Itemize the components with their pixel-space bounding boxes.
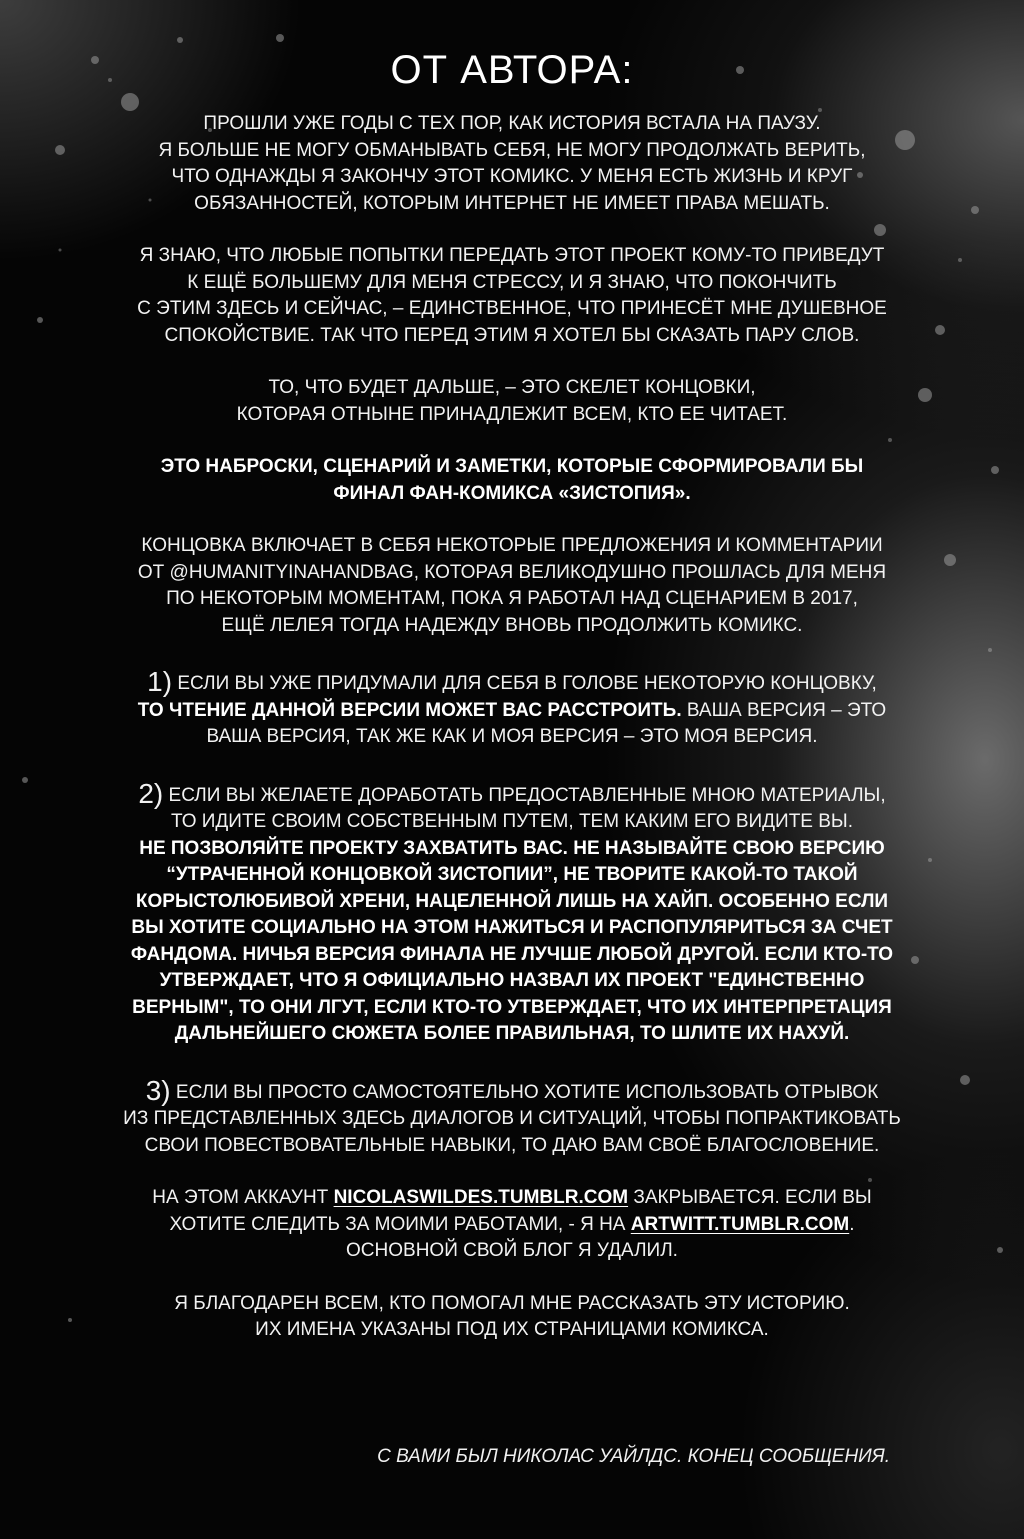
text-line: ИЗ ПРЕДСТАВЛЕННЫХ ЗДЕСЬ ДИАЛОГОВ И СИТУАЦИЙ, ЧТОБЫ ПОПРАКТИКОВАТЬ bbox=[123, 1108, 901, 1129]
text-line: ЕСЛИ ВЫ УЖЕ ПРИДУМАЛИ ДЛЯ СЕБЯ В ГОЛОВЕ НЕКОТОРУЮ КОНЦОВКУ, bbox=[177, 673, 877, 694]
text-line: ЕСЛИ ВЫ ПРОСТО САМОСТОЯТЕЛЬНО ХОТИТЕ ИСПОЛЬЗОВАТЬ ОТРЫВОК bbox=[175, 1081, 879, 1103]
paragraph-sketches bbox=[62, 454, 962, 507]
text-segment: НА ЭТОМ АККАУНТ bbox=[152, 1187, 329, 1208]
bold-text: ТО ЧТЕНИЕ ДАННОЙ ВЕРСИИ МОЖЕТ ВАС РАССТРОИТЬ. bbox=[137, 699, 682, 721]
bold-text-line: ДАЛЬНЕЙШЕГО СЮЖЕТА БОЛЕЕ ПРАВИЛЬНАЯ, ТО ШЛИТЕ ИХ НАХУЙ. bbox=[174, 1023, 850, 1044]
paragraph-skeleton bbox=[62, 375, 962, 428]
text-line: С ЭТИМ ЗДЕСЬ И СЕЙЧАС, – ЕДИНСТВЕННОЕ, ЧТО ПРИНЕСЁТ МНЕ ДУШЕВНОЕ bbox=[137, 298, 887, 319]
text-line: Я ЗНАЮ, ЧТО ЛЮБЫЕ ПОПЫТКИ ПЕРЕДАТЬ ЭТОТ ПРОЕКТ КОМУ-ТО ПРИВЕДУТ bbox=[139, 245, 885, 266]
page-title: ОТ АВТОРА: bbox=[390, 48, 634, 92]
text-line: Я БОЛЬШЕ НЕ МОГУ ОБМАНЫВАТЬ СЕБЯ, НЕ МОГУ ПРОДОЛЖАТЬ ВЕРИТЬ, bbox=[158, 139, 866, 161]
text-segment: ЗАКРЫВАЕТСЯ. ЕСЛИ ВЫ bbox=[633, 1187, 872, 1208]
text-line: ОБЯЗАННОСТЕЙ, КОТОРЫМ ИНТЕРНЕТ НЕ ИМЕЕТ ПРАВА МЕШАТЬ. bbox=[194, 192, 830, 214]
signoff: С ВАМИ БЫЛ НИКОЛАС УАЙЛДС. КОНЕЦ СООБЩЕНИЯ. bbox=[377, 1446, 890, 1467]
text-line: ВАША ВЕРСИЯ – ЭТО bbox=[686, 699, 887, 721]
text-line: ВАША ВЕРСИЯ, ТАК ЖЕ КАК И МОЯ ВЕРСИЯ – ЭТО МОЯ ВЕРСИЯ. bbox=[206, 726, 818, 747]
text-line: ИХ ИМЕНА УКАЗАНЫ ПОД ИХ СТРАНИЦАМИ КОМИКСА. bbox=[255, 1319, 769, 1340]
text-line: Я БЛАГОДАРЕН ВСЕМ, КТО ПОМОГАЛ МНЕ РАССКАЗАТЬ ЭТУ ИСТОРИЮ. bbox=[174, 1292, 850, 1314]
paragraph-thanks bbox=[62, 1291, 962, 1344]
text-line: ОСНОВНОЙ СВОЙ БЛОГ Я УДАЛИЛ. bbox=[346, 1240, 678, 1261]
numbered-item-1 bbox=[62, 666, 962, 751]
tumblr-link-artwitt[interactable]: ARTWITT.TUMBLR.COM bbox=[630, 1213, 850, 1235]
numbered-item-3 bbox=[62, 1074, 962, 1160]
text-line: К ЕЩЁ БОЛЬШЕМУ ДЛЯ МЕНЯ СТРЕССУ, И Я ЗНАЮ, ЧТО ПОКОНЧИТЬ bbox=[187, 271, 837, 293]
text-line: ПО НЕКОТОРЫМ МОМЕНТАМ, ПОКА Я РАБОТАЛ НАД СЦЕНАРИЕМ В 2017, bbox=[166, 588, 858, 609]
text-line: ЕСЛИ ВЫ ЖЕЛАЕТЕ ДОРАБОТАТЬ ПРЕДОСТАВЛЕННЫЕ МНОЮ МАТЕРИАЛЫ, bbox=[168, 784, 886, 806]
bold-text-line: ФАНДОМА. НИЧЬЯ ВЕРСИЯ ФИНАЛА НЕ ЛУЧШЕ ЛЮБОЙ ДРУГОЙ. ЕСЛИ КТО-ТО bbox=[130, 943, 894, 965]
text-line: ПРОШЛИ УЖЕ ГОДЫ С ТЕХ ПОР, КАК ИСТОРИЯ ВСТАЛА НА ПАУЗУ. bbox=[203, 113, 821, 134]
text-line: ЕЩЁ ЛЕЛЕЯ ТОГДА НАДЕЖДУ ВНОВЬ ПРОДОЛЖИТЬ КОМИКС. bbox=[221, 614, 803, 636]
paragraph-intro bbox=[62, 111, 962, 217]
text-segment: . bbox=[849, 1213, 855, 1235]
text-line: ОТ @HUMANITYINAHANDBAG, КОТОРАЯ ВЕЛИКОДУШНО ПРОШЛАСЬ ДЛЯ МЕНЯ bbox=[137, 561, 887, 583]
bold-text-line: КОРЫСТОЛЮБИВОЙ ХРЕНИ, НАЦЕЛЕННОЙ ЛИШЬ НА ХАЙП. ОСОБЕННО ЕСЛИ bbox=[135, 890, 889, 912]
text-line: ТО, ЧТО БУДЕТ ДАЛЬШЕ, – ЭТО СКЕЛЕТ КОНЦОВКИ, bbox=[268, 377, 756, 398]
bold-text-line: “УТРАЧЕННОЙ КОНЦОВКОЙ ЗИСТОПИИ”, НЕ ТВОРИТЕ КАКОЙ-ТО ТАКОЙ bbox=[166, 864, 858, 885]
item-number: 3) bbox=[145, 1074, 171, 1106]
text-line: ЧТО ОДНАЖДЫ Я ЗАКОНЧУ ЭТОТ КОМИКС. У МЕНЯ ЕСТЬ ЖИЗНЬ И КРУГ bbox=[171, 166, 853, 187]
item-number: 2) bbox=[138, 777, 164, 809]
text-line: ФИНАЛ ФАН-КОМИКСА «ЗИСТОПИЯ». bbox=[333, 482, 691, 504]
tumblr-link-nicolaswildes[interactable]: NICOLASWILDES.TUMBLR.COM bbox=[333, 1187, 629, 1208]
paragraph-accounts bbox=[62, 1185, 962, 1265]
bold-text-line: ВЫ ХОТИТЕ СОЦИАЛЬНО НА ЭТОМ НАЖИТЬСЯ И РАСПОПУЛЯРИТЬСЯ ЗА СЧЕТ bbox=[131, 917, 893, 938]
bold-text-line: НЕ ПОЗВОЛЯЙТЕ ПРОЕКТУ ЗАХВАТИТЬ ВАС. НЕ НАЗЫВАЙТЕ СВОЮ ВЕРСИЮ bbox=[139, 837, 885, 859]
text-line: ЭТО НАБРОСКИ, СЦЕНАРИЙ И ЗАМЕТКИ, КОТОРЫЕ СФОРМИРОВАЛИ БЫ bbox=[160, 456, 864, 477]
text-line: КОТОРАЯ ОТНЫНЕ ПРИНАДЛЕЖИТ ВСЕМ, КТО ЕЕ ЧИТАЕТ. bbox=[236, 403, 788, 425]
text-line: ТО ИДИТЕ СВОИМ СОБСТВЕННЫМ ПУТЕМ, ТЕМ КАКИМ ЕГО ВИДИТЕ ВЫ. bbox=[170, 811, 854, 832]
paragraph-reason bbox=[62, 243, 962, 349]
bold-text-line: УТВЕРЖДАЕТ, ЧТО Я ОФИЦИАЛЬНО НАЗВАЛ ИХ ПРОЕКТ "ЕДИНСТВЕННО bbox=[159, 970, 865, 991]
text-segment: ХОТИТЕ СЛЕДИТЬ ЗА МОИМИ РАБОТАМИ, - Я НА bbox=[169, 1213, 626, 1235]
text-line: КОНЦОВКА ВКЛЮЧАЕТ В СЕБЯ НЕКОТОРЫЕ ПРЕДЛОЖЕНИЯ И КОММЕНТАРИИ bbox=[141, 535, 883, 556]
numbered-item-2 bbox=[62, 777, 962, 1048]
text-line: СПОКОЙСТВИЕ. ТАК ЧТО ПЕРЕД ЭТИМ Я ХОТЕЛ БЫ СКАЗАТЬ ПАРУ СЛОВ. bbox=[164, 324, 860, 346]
paragraph-credits bbox=[62, 533, 962, 639]
text-line: СВОИ ПОВЕСТВОВАТЕЛЬНЫЕ НАВЫКИ, ТО ДАЮ ВАМ СВОЁ БЛАГОСЛОВЕНИЕ. bbox=[144, 1134, 880, 1156]
item-number: 1) bbox=[147, 666, 173, 697]
bold-text-line: ВЕРНЫМ", ТО ОНИ ЛГУТ, ЕСЛИ КТО-ТО УТВЕРЖДАЕТ, ЧТО ИХ ИНТЕРПРЕТАЦИЯ bbox=[132, 996, 892, 1018]
